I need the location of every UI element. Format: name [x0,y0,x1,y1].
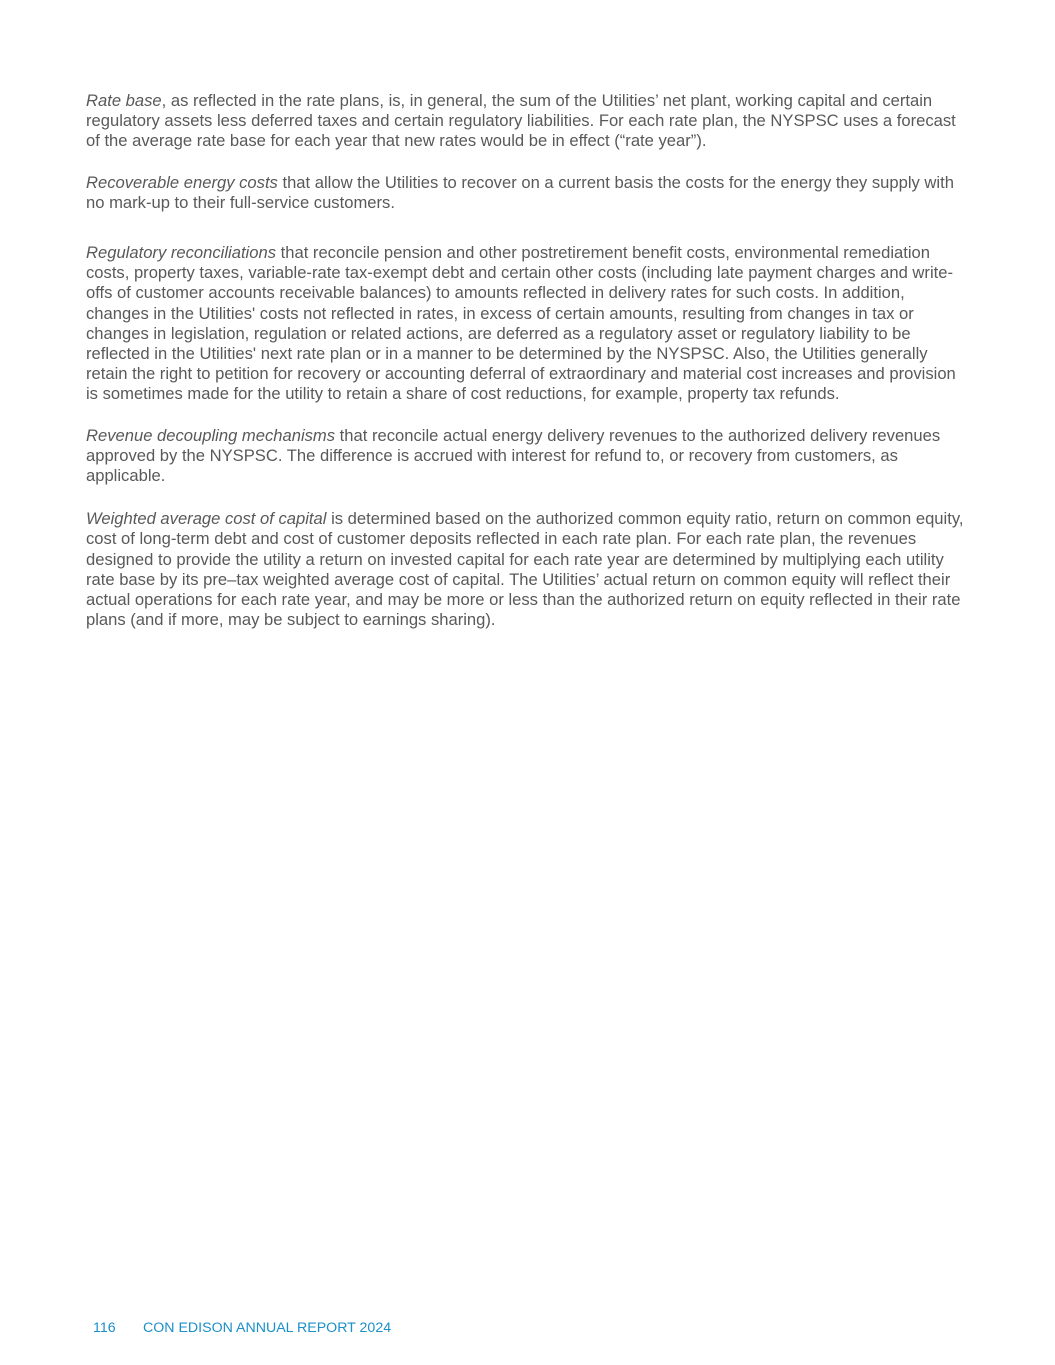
term-revenue-decoupling-mechanisms: Revenue decoupling mechanisms [86,425,336,445]
paragraph-text: that allow the Utilities to recover on a current basis the costs for the energy they supply with no mark-up to their full-service customers. [86,172,954,212]
term-weighted-average-cost-of-capital: Weighted average cost of capital [86,509,327,529]
page-footer [93,1320,391,1336]
paragraph-text: that reconcile actual energy delivery revenues to the authorized delivery revenues approved by the NYSPSC. The difference is accrued with interest for refund to, or recovery from customers, as applicable. [86,425,941,486]
paragraph-text: that reconcile pension and other postretirement benefit costs, environmental remediation costs, property taxes, variable-rate tax-exempt debt and certain other costs (including late payment charges and write-offs of customer accounts receivable balances) to amounts reflected in delivery rates for such costs. In addition, changes in the Utilities' costs not reflected in rates, in excess of certain amounts, resulting from changes in tax or changes in legislation, regulation or related actions, are deferred as a regulatory asset or regulatory liability to be reflected in the Utilities' next rate plan or in a manner to be determined by the NYSPSC. Also, the Utilities generally retain the right to petition for recovery or accounting deferral of extraordinary and material cost increases and provision is sometimes made for the utility to retain a share of cost reductions, for example, property tax refunds. [86,243,956,404]
paragraph-text: , as reflected in the rate plans, is, in general, the sum of the Utilities’ net plant, working capital and certain regulatory assets less deferred taxes and certain regulatory liabilities. For each rate plan, the NYSPSC uses a forecast of the average rate base for each year that new rates would be in effect (“rate year”). [86,91,956,151]
page-content [86,91,972,630]
paragraph-text: is determined based on the authorized common equity ratio, return on common equity, cost of long-term debt and cost of customer deposits reflected in each rate plan. For each rate plan, the revenues designed to provide the utility a return on invested capital for each rate year are determined by multiplying each utility rate base by its pre–tax weighted average cost of capital. The Utilities’ actual return on common equity will reflect their actual operations for each rate year, and may be more or less than the authorized return on equity reflected in their rate plans (and if more, may be subject to earnings sharing). [86,509,964,630]
report-title: CON EDISON ANNUAL REPORT 2024 [143,1320,392,1336]
paragraph-recoverable-energy-costs [86,173,972,213]
paragraph-revenue-decoupling [86,426,972,487]
term-rate-base: Rate base [86,91,162,110]
paragraph-rate-base [86,91,972,152]
page-number: 116 [93,1320,116,1336]
term-regulatory-reconciliations: Regulatory reconciliations [86,243,277,263]
paragraph-regulatory-reconciliations [86,243,972,405]
term-recoverable-energy-costs: Recoverable energy costs [86,172,278,192]
paragraph-weighted-average-cost-of-capital [86,509,972,630]
